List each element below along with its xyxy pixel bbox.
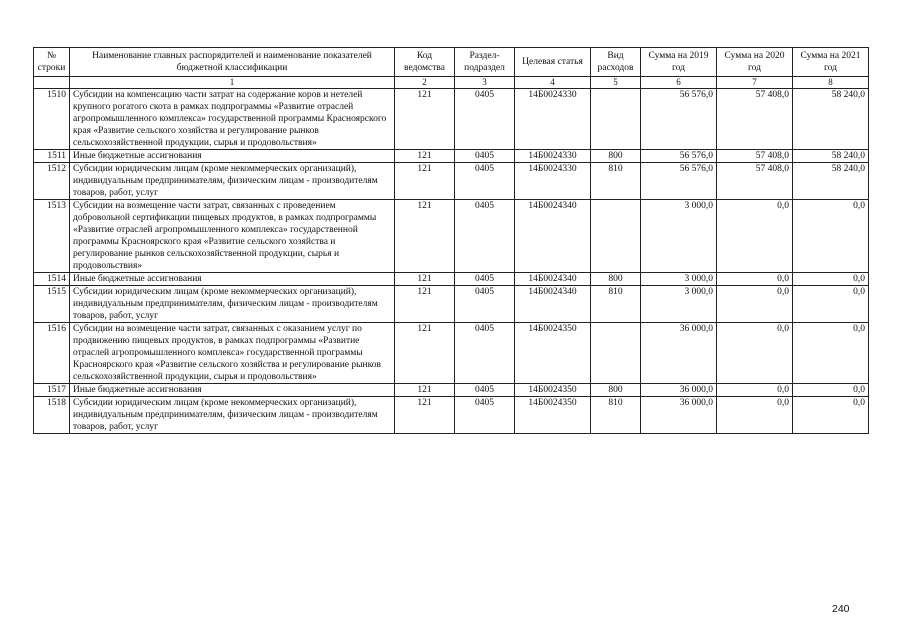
row-target-article: 14Б0024330 — [515, 150, 591, 163]
row-name: Субсидии на компенсацию части затрат на содержание коров и нетелей крупного рогатого скота в рамках подпрограммы «Развитие отраслей агропромышленного комплекса» государственной программы Красноярского края «Развитие сельского хозяйства и регулирование рынков сельскохозяйственной продукции, сырья и продовольствия» — [70, 89, 395, 150]
page-number: 240 — [832, 603, 850, 615]
row-sum-2019: 56 576,0 — [641, 89, 717, 150]
table-header-row — [34, 48, 869, 77]
table-row — [34, 89, 869, 150]
row-expense-kind: 810 — [591, 163, 641, 200]
row-number: 1517 — [34, 384, 70, 397]
row-expense-kind: 810 — [591, 286, 641, 323]
row-name: Субсидии на возмещение части затрат, связанных с проведением добровольной сертификации пищевых продуктов, в рамках подпрограммы «Развитие отраслей агропромышленного комплекса» государственной программы Красноярского края «Развитие сельского хозяйства и регулирование рынков сельскохозяйственной продукции, сырья и продовольствия» — [70, 200, 395, 273]
header-name: Наименование главных распорядителей и наименование показателей бюджетной классификации — [70, 48, 395, 77]
row-section: 0405 — [455, 323, 515, 384]
table-row — [34, 150, 869, 163]
row-sum-2019: 36 000,0 — [641, 384, 717, 397]
row-sum-2019: 3 000,0 — [641, 286, 717, 323]
row-target-article: 14Б0024340 — [515, 273, 591, 286]
row-section: 0405 — [455, 397, 515, 434]
row-target-article: 14Б0024340 — [515, 286, 591, 323]
column-index: 6 — [641, 77, 717, 89]
header-target-article: Целевая статья — [515, 48, 591, 77]
row-expense-kind — [591, 89, 641, 150]
row-expense-kind: 800 — [591, 273, 641, 286]
row-expense-kind: 800 — [591, 150, 641, 163]
row-department-code: 121 — [395, 200, 455, 273]
column-index — [34, 77, 70, 89]
table-row — [34, 397, 869, 434]
row-sum-2020: 57 408,0 — [717, 163, 793, 200]
column-index: 4 — [515, 77, 591, 89]
row-expense-kind — [591, 200, 641, 273]
header-section: Раздел-подраздел — [455, 48, 515, 77]
row-sum-2019: 3 000,0 — [641, 200, 717, 273]
row-sum-2020: 0,0 — [717, 384, 793, 397]
row-department-code: 121 — [395, 163, 455, 200]
column-index: 7 — [717, 77, 793, 89]
row-expense-kind — [591, 323, 641, 384]
row-target-article: 14Б0024350 — [515, 323, 591, 384]
table-row — [34, 323, 869, 384]
column-index: 1 — [70, 77, 395, 89]
row-department-code: 121 — [395, 89, 455, 150]
header-row-number: № строки — [34, 48, 70, 77]
row-target-article: 14Б0024350 — [515, 384, 591, 397]
row-sum-2021: 0,0 — [793, 323, 869, 384]
row-sum-2020: 57 408,0 — [717, 89, 793, 150]
row-sum-2021: 0,0 — [793, 286, 869, 323]
row-sum-2021: 0,0 — [793, 397, 869, 434]
row-department-code: 121 — [395, 273, 455, 286]
row-number: 1510 — [34, 89, 70, 150]
row-sum-2021: 58 240,0 — [793, 89, 869, 150]
row-target-article: 14Б0024350 — [515, 397, 591, 434]
row-number: 1516 — [34, 323, 70, 384]
row-sum-2020: 57 408,0 — [717, 150, 793, 163]
row-name: Субсидии юридическим лицам (кроме некоммерческих организаций), индивидуальным предпринимателям, физическим лицам - производителям товаров, работ, услуг — [70, 397, 395, 434]
header-sum-2020: Сумма на 2020 год — [717, 48, 793, 77]
row-sum-2020: 0,0 — [717, 397, 793, 434]
row-sum-2019: 3 000,0 — [641, 273, 717, 286]
row-department-code: 121 — [395, 384, 455, 397]
table-row — [34, 200, 869, 273]
row-target-article: 14Б0024330 — [515, 89, 591, 150]
row-department-code: 121 — [395, 323, 455, 384]
table-row — [34, 384, 869, 397]
row-expense-kind: 810 — [591, 397, 641, 434]
row-sum-2020: 0,0 — [717, 200, 793, 273]
row-section: 0405 — [455, 384, 515, 397]
row-sum-2021: 0,0 — [793, 384, 869, 397]
row-name: Иные бюджетные ассигнования — [70, 384, 395, 397]
row-sum-2020: 0,0 — [717, 286, 793, 323]
row-sum-2021: 0,0 — [793, 273, 869, 286]
table-row — [34, 286, 869, 323]
row-number: 1513 — [34, 200, 70, 273]
row-number: 1514 — [34, 273, 70, 286]
row-name: Иные бюджетные ассигнования — [70, 150, 395, 163]
row-sum-2020: 0,0 — [717, 323, 793, 384]
row-section: 0405 — [455, 286, 515, 323]
row-sum-2021: 58 240,0 — [793, 150, 869, 163]
row-sum-2020: 0,0 — [717, 273, 793, 286]
row-section: 0405 — [455, 150, 515, 163]
row-sum-2021: 0,0 — [793, 200, 869, 273]
row-name: Субсидии юридическим лицам (кроме некоммерческих организаций), индивидуальным предпринимателям, физическим лицам - производителям товаров, работ, услуг — [70, 286, 395, 323]
header-sum-2021: Сумма на 2021 год — [793, 48, 869, 77]
column-index: 2 — [395, 77, 455, 89]
row-target-article: 14Б0024330 — [515, 163, 591, 200]
row-sum-2019: 56 576,0 — [641, 163, 717, 200]
header-expense-kind: Вид расходов — [591, 48, 641, 77]
row-section: 0405 — [455, 163, 515, 200]
row-name: Иные бюджетные ассигнования — [70, 273, 395, 286]
row-department-code: 121 — [395, 286, 455, 323]
row-expense-kind: 800 — [591, 384, 641, 397]
column-index: 3 — [455, 77, 515, 89]
table-row — [34, 163, 869, 200]
row-sum-2021: 58 240,0 — [793, 163, 869, 200]
column-index-row — [34, 77, 869, 89]
row-name: Субсидии на возмещение части затрат, связанных с оказанием услуг по продвижению пищевых продуктов, в рамках подпрограммы «Развитие отраслей агропромышленного комплекса» государственной программы Красноярского края «Развитие сельского хозяйства и регулирование рынков сельскохозяйственной продукции, сырья и продовольствия» — [70, 323, 395, 384]
row-department-code: 121 — [395, 397, 455, 434]
header-sum-2019: Сумма на 2019 год — [641, 48, 717, 77]
row-sum-2019: 36 000,0 — [641, 397, 717, 434]
column-index: 8 — [793, 77, 869, 89]
row-section: 0405 — [455, 89, 515, 150]
row-department-code: 121 — [395, 150, 455, 163]
row-number: 1511 — [34, 150, 70, 163]
row-number: 1515 — [34, 286, 70, 323]
budget-sheet — [33, 47, 869, 434]
table-row — [34, 273, 869, 286]
row-sum-2019: 56 576,0 — [641, 150, 717, 163]
row-name: Субсидии юридическим лицам (кроме некоммерческих организаций), индивидуальным предпринимателям, физическим лицам - производителям товаров, работ, услуг — [70, 163, 395, 200]
row-number: 1518 — [34, 397, 70, 434]
row-sum-2019: 36 000,0 — [641, 323, 717, 384]
row-number: 1512 — [34, 163, 70, 200]
row-target-article: 14Б0024340 — [515, 200, 591, 273]
budget-table — [33, 47, 869, 434]
row-section: 0405 — [455, 200, 515, 273]
header-department-code: Код ведомства — [395, 48, 455, 77]
column-index: 5 — [591, 77, 641, 89]
row-section: 0405 — [455, 273, 515, 286]
